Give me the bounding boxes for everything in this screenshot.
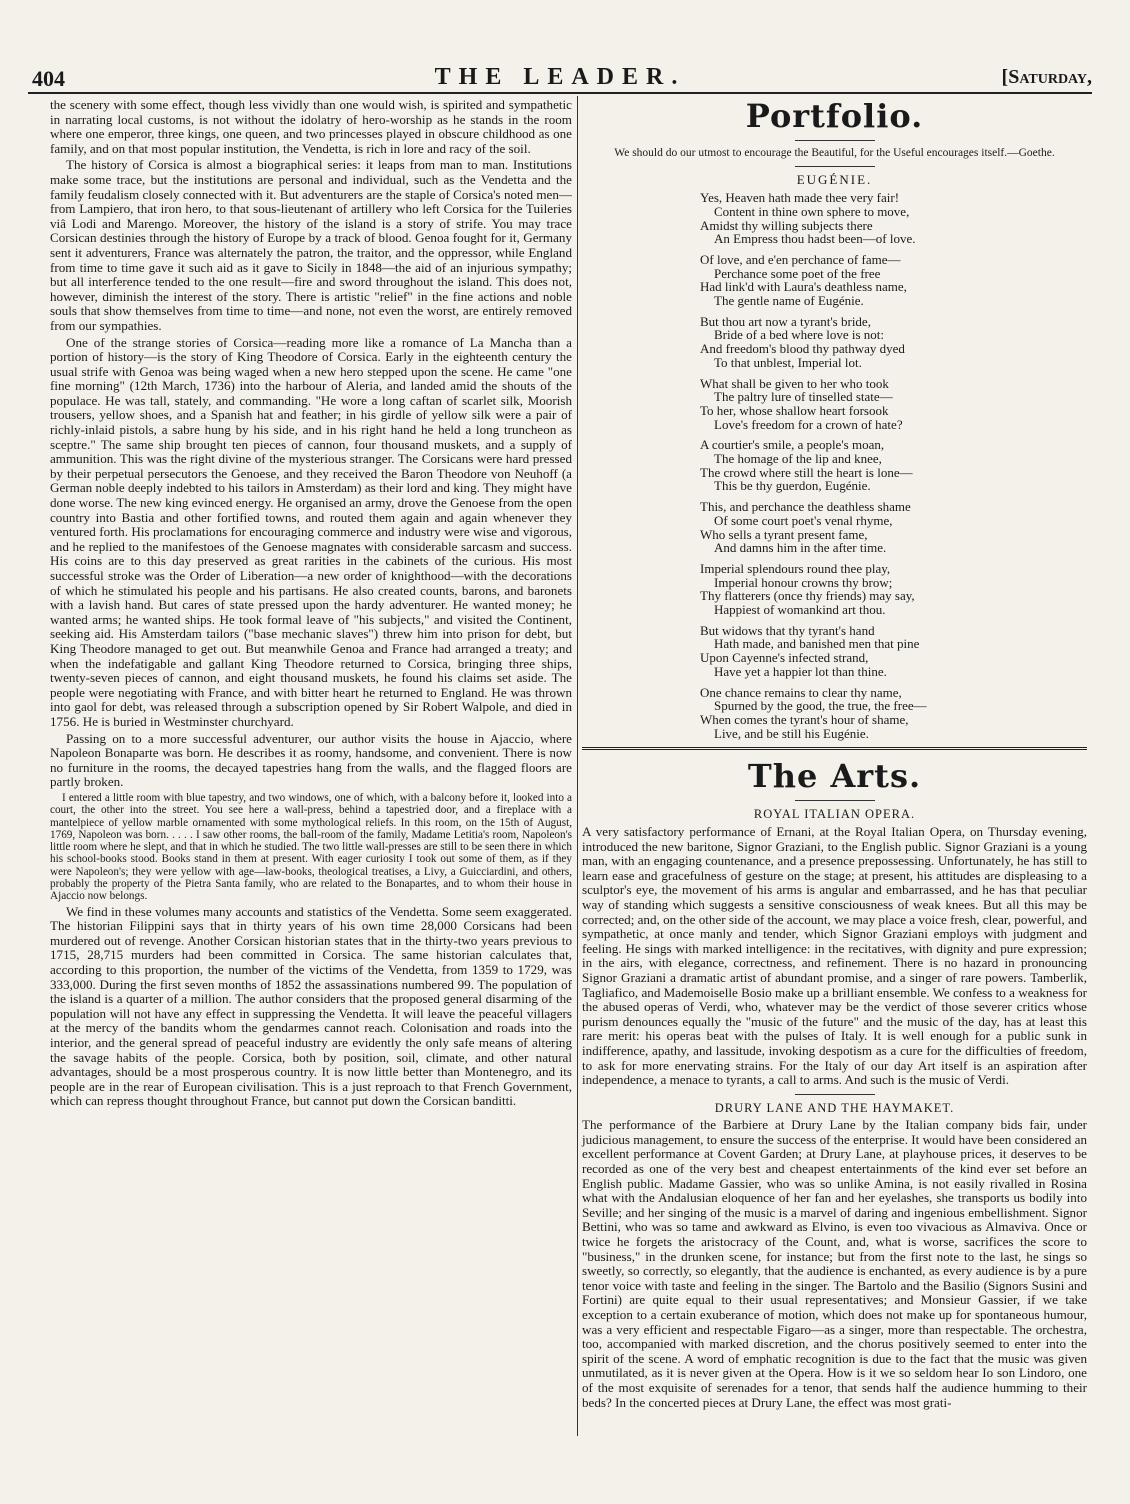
quote-text: I entered a little room with blue tapestry, and two windows, one of which, with a balcony before it, looked into a court, the other into the street. You see here a wall-press, behind a tapestried door, and a fireplace with a mantelpiece of yellow marble ornamented with some mythological reliefs. In this room, on the 15th of August, 1769, Napoleon was born. . . . . I saw other rooms, the ball-room of the family, Madame Letitia's room, Napoleon's little room where he slept, and that in which he studied. The two little wall-presses are still to be seen there in which his school-books stood. Books stand in them at present. With eager curiosity I took out some of them, as if they were Napoleon's; they were yellow with age—law-books, theological treatises, a Livy, a Guicciardini, and others, probably the property of the Pietra Santa family, who are related to the Bonapartes, and to whom their house in Ajaccio now belongs. xyxy=(50,791,572,903)
poem-line: Thy flatterers (once thy friends) may say, xyxy=(700,588,915,604)
opera-heading: ROYAL ITALIAN OPERA. xyxy=(753,807,916,822)
poem-line: When comes the tyrant's hour of shame, xyxy=(700,712,909,727)
poem-stanza xyxy=(700,562,1087,617)
poem-line: This be thy guerdon, Eugénie. xyxy=(714,478,871,494)
poem-line: Have yet a happier lot than thine. xyxy=(714,663,887,679)
poem-line: Love's freedom for a crown of hate? xyxy=(714,416,903,432)
poem-line: Upon Cayenne's infected strand, xyxy=(700,650,869,666)
poem-line: To her, whose shallow heart forsook xyxy=(700,402,889,418)
poem xyxy=(700,191,1087,740)
divider xyxy=(795,800,875,801)
poem-stanza xyxy=(700,191,1087,246)
paragraph: One of the strange stories of Corsica—reading more like a romance of La Mancha than a portion of history—is the story of King Theodore of Corsica. Early in the eighteenth century the usual strife with Genoa was being waged when a new hero stepped upon the scene. He came "one fine morning" (12th March, 1736) into the harbour of Aleria, and landed amid the shouts of the populace. He was tall, stately, and commanding. "He wore a long caftan of scarlet silk, Moorish trousers, yellow shoes, and a Spanish hat and feather; in his girdle of yellow silk were a pair of richly-inlaid pistols, a sabre hung by his side, and in his right hand he held a long truncheon as sceptre." The same ship brought ten pieces of cannon, four thousand muskets, and a supply of ammunition. This was the right divine of the mysterious stranger. The Corsicans were hard pressed by their perpetual persecutors the Genoese, and they received the Baron Theodore von Neuhoff (a German noble deeply indebted to his tailors in Amsterdam) as their lord and king. They might have done worse. The new king evinced energy. He organised an army, drove the Genoese from the open country into Bastia and other fortified towns, and routed them again and again whenever they ventured forth. His proclamations for encouraging commerce and industry were wise and vigorous, and he replied to the manifestoes of the Genoese magnates with considerable sarcasm and success. His coins are to this day preserved as great rarities in the cabinets of the curious. His most successful stroke was the Order of Liberation—a new order of knighthood—with the decorations of which he stimulated his people and his partisans. He also created counts, barons, and baronets with a lavish hand. But cares of state pressed upon the hardy adventurer. He wanted money; he wanted arms; he wanted ships. He took formal leave of "his subjects," and visited the Continent, seeking aid. His Amsterdam tailors ("base mechanic slaves") threw him into prison for debt, but King Theodore managed to get out. But meanwhile Genoa and France had arranged a treaty; and when the indefatigable and gallant King Theodore returned to Corsica, bringing three ships, twenty-seven pieces of cannon, and eight thousand muskets, he found his claims set aside. The people were negotiating with France, and with bitter heart he returned to England. He was thrown into gaol for debt, was released through a subscription opened by Sir Robert Walpole, and died in 1756. He is buried in Westminster churchyard. xyxy=(50,334,572,729)
divider xyxy=(795,166,875,167)
goethe-motto: We should do our utmost to encourage the Beautiful, for the Useful encourages itself.—Goethe. xyxy=(614,147,1055,159)
paragraph: the scenery with some effect, though less vividly than one would wish, is spirited and sympathetic in narrating local customs, is not without the idolatry of hero-worship as he stands in the room where one emperor, three kings, one queen, and two princesses played in obscure childhood as one family, and on that most popular institution, the Vendetta, is rich in lore and racy of the soil. xyxy=(50,97,572,156)
page-number: 404 xyxy=(32,66,65,91)
paragraph: Passing on to a more successful adventurer, our author visits the house in Ajaccio, where Napoleon Bonaparte was born. He describes it as roomy, handsome, and convenient. There is now no furniture in the rooms, the decayed tapestries hang from the walls, and the flagged floors are partly broken. xyxy=(50,730,572,790)
poem-line: But widows that thy tyrant's hand xyxy=(700,622,875,638)
page-header xyxy=(28,62,1092,94)
poem-line: Perchance some poet of the free xyxy=(714,265,881,281)
poem-line: But thou art now a tyrant's bride, xyxy=(700,313,871,329)
poem-line: One chance remains to clear thy name, xyxy=(700,684,902,700)
poem-line: And freedom's blood thy pathway dyed xyxy=(700,341,905,357)
column-divider xyxy=(577,96,578,1436)
poem-line: What shall be given to her who took xyxy=(700,375,889,391)
poem-stanza xyxy=(700,500,1087,555)
poem-line: To that unblest, Imperial lot. xyxy=(714,354,862,370)
poem-line: Imperial splendours round thee play, xyxy=(700,560,891,576)
newspaper-title: THE LEADER. xyxy=(434,64,686,90)
poem-line: This, and perchance the deathless shame xyxy=(700,499,911,515)
poem-line: The homage of the lip and knee, xyxy=(714,451,882,467)
poem-title: EUGÉNIE. xyxy=(796,171,873,187)
poem-line: Hath made, and banished men that pine xyxy=(714,636,920,652)
poem-stanza xyxy=(700,377,1087,432)
poem-line: Had link'd with Laura's deathless name, xyxy=(700,279,907,295)
poem-line: And damns him in the after time. xyxy=(714,540,887,556)
right-column xyxy=(582,98,1087,1412)
poem-stanza xyxy=(700,253,1087,308)
poem-line: Yes, Heaven hath made thee very fair! xyxy=(700,190,900,206)
poem-line: Content in thine own sphere to move, xyxy=(714,203,910,219)
block-quote xyxy=(50,792,572,903)
poem-line: Of some court poet's venal rhyme, xyxy=(714,512,893,528)
poem-stanza xyxy=(700,315,1087,370)
poem-line: Bride of a bed where love is not: xyxy=(714,327,885,343)
issue-day: [Saturday, xyxy=(1001,66,1092,88)
paragraph: We find in these volumes many accounts and statistics of the Vendetta. Some seem exaggerated. The historian Filippini says that in thirty years of his own time 28,000 Corsicans had been murdered out of revenge. Another Corsican historian states that in the thirty-two years previous to 1715, 28,715 murders had been committed in Corsica. The same historian calculates that, according to this proportion, the number of the victims of the Vendetta, from 1359 to 1729, was 333,000. During the first seven months of 1852 the assassinations numbered 99. The population of the island is a quarter of a million. The author considers that the proposed general disarming of the population will not have any effect in suppressing the Vendetta. It will leave the peaceful villagers at the mercy of the bandits whom the gendarmes cannot reach. Colonisation and roads into the interior, and the general spread of peaceful industry are evidently the only safe means of altering the savage habits of the people. Corsica, both by position, soil, climate, and other natural advantages, should be a most prosperous country. It is now little better than Montenegro, and its people are in the rear of European civilisation. This is a just reproach to that French Government, which can repress thought throughout France, but cannot put down the Corsican banditti. xyxy=(50,903,572,1109)
poem-line: The gentle name of Eugénie. xyxy=(714,293,864,309)
paragraph: The history of Corsica is almost a biographical series: it leaps from man to man. Institutions make some trace, but the institutions are personal and individual, such as the Vendetta and the family feudalism closely connected with it. But adventurers are the staple of Corsica's noted men—from Lampiero, that iron hero, to that sous-lieutenant of artillery who left Corsica for the Tuileries viâ Lodi and Marengo. Moreover, the history of the island is a story of strife. You may trace Corsican destinies through the history of Europe by a track of blood. Genoa fought for it, Germany sent it adventurers, France was alternately the patron, the traitor, and the oppressor, while England from time to time gave it such aid as it gave to Sicily in 1848—the aid of an injurious sympathy; but all interference tended to the one result—fire and sword throughout the island. This does not, however, diminish the interest of the story. There is artistic "relief" in the fine actions and noble souls that show themselves from time to time—and none, not even the worst, are entirely removed from our sympathies. xyxy=(50,157,572,333)
drury-review: The performance of the Barbiere at Drury Lane by the Italian company bids fair, under judicious management, to ensure the success of the enterprise. It would have been considered an excellent performance at Covent Garden; at Drury Lane, at playhouse prices, it deserves to be recorded as one of the very best and cheapest entertainments of the kind ever set before an English public. Madame Gassier, who was so unlike Amina, is not easily rivalled in Rosina what with the Andalusian eloquence of her fan and her eyelashes, she transports us bodily into Seville; and her singing of the music is a marvel of daring and ingenious embellishment. Signor Bettini, who was so tame and awkward as Elvino, is even too vivacious as Almaviva. Once or twice he forgets the aristocracy of the Count, and, what is worse, sacrifices the score to "business," in the drunken scene, for instance; but from the first note to the last, he sings so sweetly, so correctly, so elegantly, that the audience is enchanted, as every audience is by a pure tenor voice with taste and feeling in the singer. The Bartolo and the Basilio (Signors Susini and Fortini) are quite equal to their usual representatives; and Monsieur Gassier, if we take exception to a certain exuberance of motion, which does not make up for spontaneous humour, was a very efficient and respectable Figaro—as a singer, more than respectable. The orchestra, too, accompanied with marked discretion, and the chorus positively seemed to enter into the spirit of the scene. A word of emphatic recognition is due to the fact that the music was given unmutilated, as it is never given at the Opera. How is it we so seldom hear Io son Lindoro, one of the most exquisite of serenades for a tenor, that sends half the audience humming to their beds? In the concerted pieces at Drury Lane, the effect was most grati- xyxy=(582,1117,1087,1410)
poem-line: The crowd where still the heart is lone— xyxy=(700,464,913,480)
poem-stanza xyxy=(700,624,1087,679)
section-divider xyxy=(582,747,1087,750)
poem-line: Live, and be still his Eugénie. xyxy=(714,725,869,741)
poem-line: Of love, and e'en perchance of fame— xyxy=(700,251,901,267)
poem-line: Amidst thy willing subjects there xyxy=(700,217,873,233)
arts-heading: The Arts. xyxy=(747,757,922,796)
drury-heading: DRURY LANE AND THE HAYMAKET. xyxy=(714,1100,955,1115)
left-column xyxy=(50,98,572,1111)
poem-line: Who sells a tyrant present fame, xyxy=(700,526,868,542)
poem-line: An Empress thou hadst been—of love. xyxy=(714,231,916,247)
opera-review: A very satisfactory performance of Ernani, at the Royal Italian Opera, on Thursday evening, introduced the new baritone, Signor Graziani, to the English public. Signor Graziani is a young man, with an engaging countenance, and a presence prepossessing. Unfortunately, he has still to learn ease and gracefulness of gesture on the stage; at present, his attitudes are displeasing to a sculptor's eye, the movement of his arms is angular and embarrassed, and he has that peculiar way of standing which suggests a sensitive consciousness of weak knees. But all this may be corrected; and, on the other side of the account, we may place a voice fresh, clear, powerful, and sympathetic, at once manly and tender, which Signor Graziani employs with judgment and feeling. He sings with marked intelligence: in the recitatives, with dignity and pure expression; in the airs, with elegance, correctness, and refinement. There is no hazard in pronouncing Signor Graziani a dramatic artist of abundant promise, and a singer of rare powers. Tamberlik, Tagliafico, and Mademoiselle Bosio make up a brilliant ensemble. We confess to a weakness for the abused operas of Verdi, who, whatever may be the verdict of those severer critics whose purism denounces equally the "music of the future" and the music of the day, has at least this rare merit: his operas beat with the pulses of Italy. It is well enough for a public sunk in indifference, apathy, and lassitude, invoking despotism as a cure for the difficulties of freedom, to ask for more enervating strains. For the Italy of our day Art itself is an aspiration after independence, a menace to tyrants, a call to arms. And such is the music of Verdi. xyxy=(582,824,1087,1088)
poem-line: A courtier's smile, a people's moan, xyxy=(700,437,885,453)
poem-line: The paltry lure of tinselled state— xyxy=(714,389,893,405)
poem-stanza xyxy=(700,438,1087,493)
poem-line: Imperial honour crowns thy brow; xyxy=(714,574,893,590)
poem-stanza xyxy=(700,686,1087,741)
poem-line: Happiest of womankind art thou. xyxy=(714,602,886,618)
divider xyxy=(795,1094,875,1095)
divider xyxy=(795,140,875,141)
portfolio-heading: Portfolio. xyxy=(745,97,924,135)
poem-line: Spurned by the good, the true, the free— xyxy=(714,698,927,714)
